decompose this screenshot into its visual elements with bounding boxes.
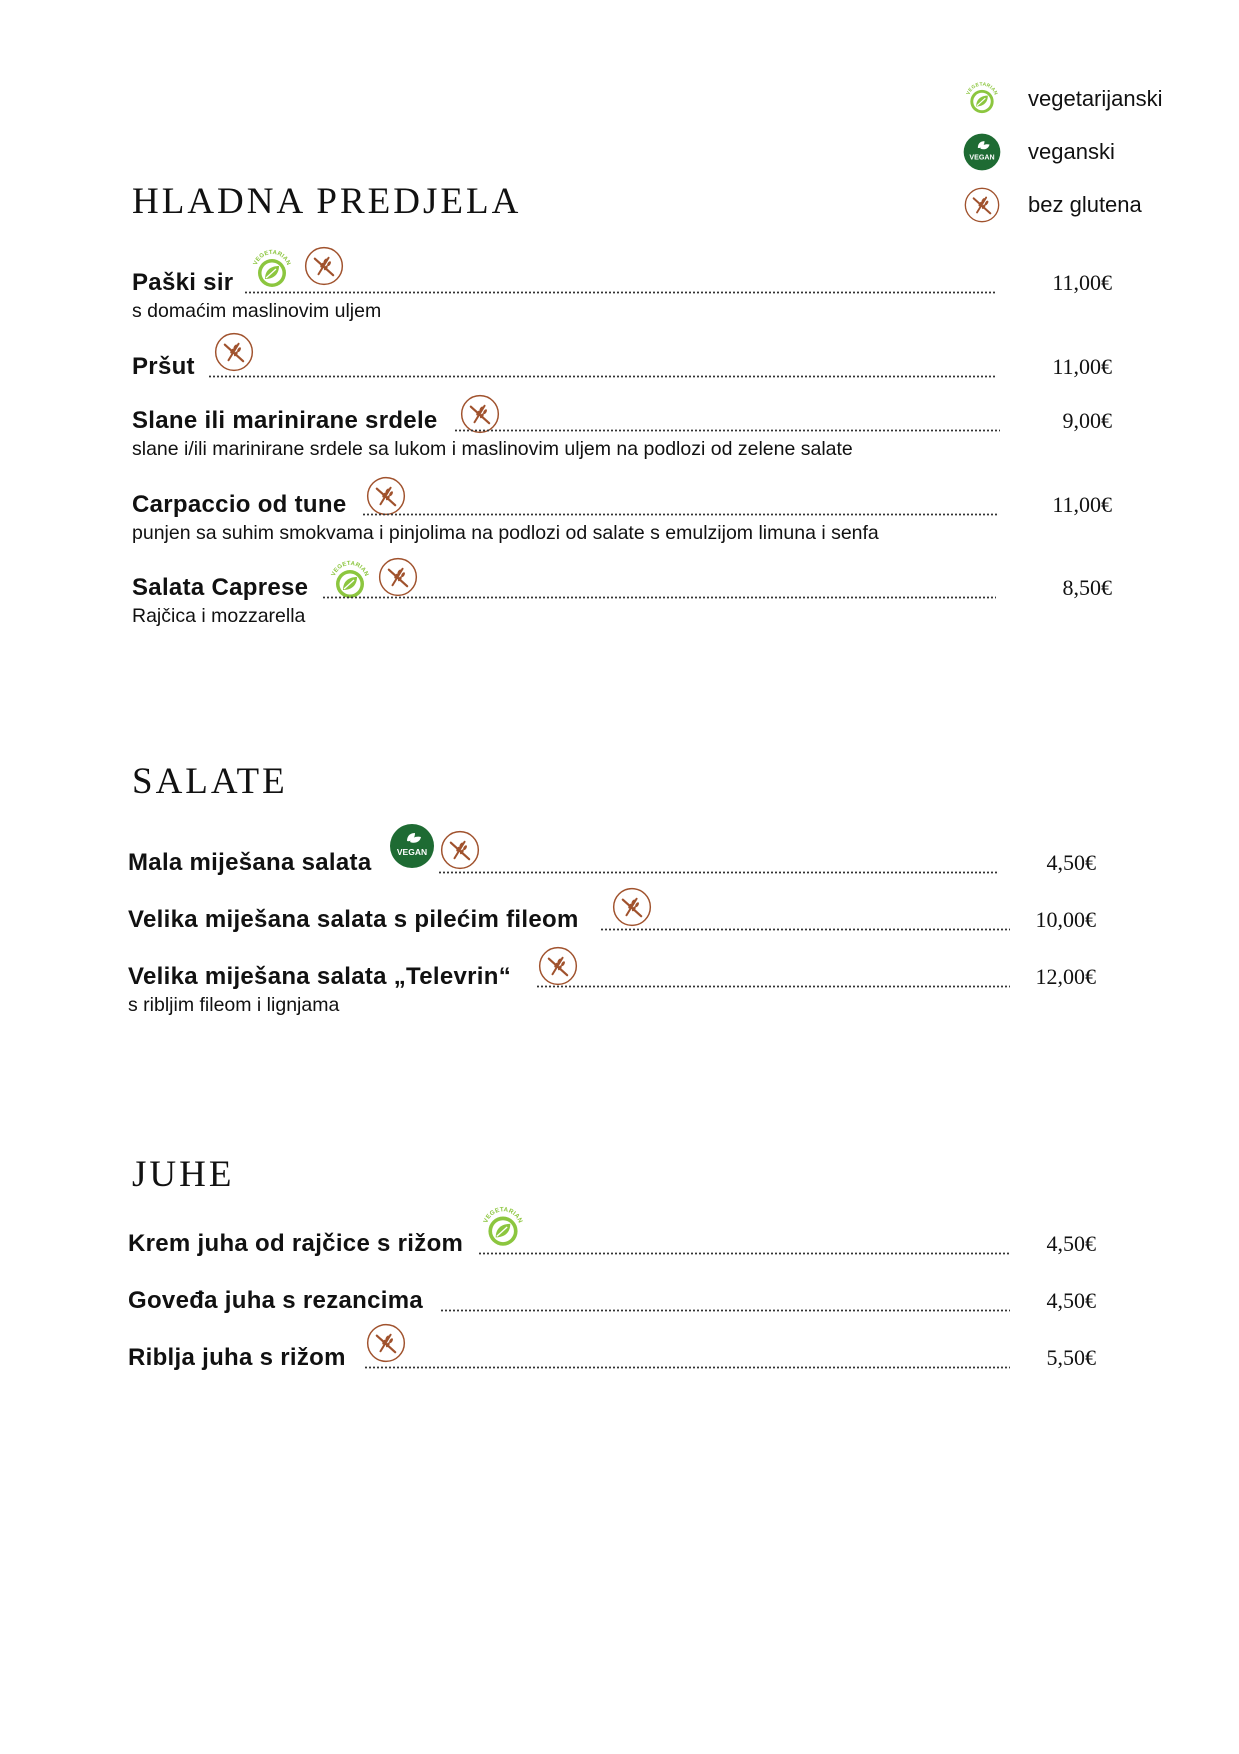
- item-name: Velika miješana salata s pilećim fileom: [128, 906, 579, 933]
- gluten-free-icon: [364, 474, 408, 518]
- item-name: Mala miješana salata: [128, 849, 372, 876]
- item-name: Salata Caprese: [132, 574, 309, 601]
- vegan-icon: [388, 822, 436, 870]
- item-price: 11,00€: [1052, 354, 1112, 379]
- legend-row-vegetarian: [962, 72, 1163, 125]
- gluten-free-icon: [536, 944, 580, 988]
- vegetarian-icon: [962, 79, 1002, 119]
- item-price: 5,50€: [1046, 1345, 1096, 1370]
- gluten-free-icon: [438, 828, 482, 872]
- dot-leader: [454, 429, 1000, 432]
- item-name: Carpaccio od tune: [132, 491, 347, 518]
- item-description: slane i/ili marinirane srdele sa lukom i maslinovim uljem na podlozi od zelene salate: [132, 438, 853, 460]
- vegetarian-icon: [478, 1203, 528, 1253]
- gluten-free-icon: [364, 1321, 408, 1365]
- section-title: SALATE: [132, 761, 288, 802]
- item-name: Riblja juha s rižom: [128, 1344, 346, 1371]
- item-name: Velika miješana salata „Televrin“: [128, 963, 512, 990]
- dot-leader: [322, 596, 996, 599]
- gluten-free-icon: [212, 330, 256, 374]
- item-price: 9,00€: [1062, 408, 1112, 433]
- diet-legend: [962, 72, 1163, 231]
- item-price: 10,00€: [1035, 907, 1096, 932]
- item-price: 4,50€: [1046, 1288, 1096, 1313]
- dot-leader: [362, 513, 998, 516]
- gluten-free-icon: [302, 244, 346, 288]
- dot-leader: [600, 928, 1010, 931]
- dot-leader: [536, 985, 1010, 988]
- item-name: Slane ili marinirane srdele: [132, 407, 438, 434]
- gluten-free-icon: [962, 185, 1002, 225]
- item-name: Pršut: [132, 353, 195, 380]
- dot-leader: [438, 871, 998, 874]
- item-name: Goveđa juha s rezancima: [128, 1287, 424, 1314]
- gluten-free-icon: [610, 885, 654, 929]
- legend-row-vegan: [962, 125, 1163, 178]
- legend-label-vegan: veganski: [1028, 138, 1115, 164]
- dot-leader: [478, 1252, 1010, 1255]
- vegan-icon: [962, 132, 1002, 172]
- item-name: Paški sir: [132, 269, 234, 296]
- dot-leader: [440, 1309, 1010, 1312]
- item-price: 4,50€: [1046, 1231, 1096, 1256]
- item-name: Krem juha od rajčice s rižom: [128, 1230, 464, 1257]
- item-description: s domaćim maslinovim uljem: [132, 300, 382, 322]
- item-price: 8,50€: [1062, 575, 1112, 600]
- gluten-free-icon: [376, 555, 420, 599]
- dot-leader: [208, 375, 996, 378]
- section-title: HLADNA PREDJELA: [132, 181, 522, 222]
- vegetarian-icon: [248, 246, 296, 294]
- item-price: 12,00€: [1035, 964, 1096, 989]
- item-price: 11,00€: [1052, 492, 1112, 517]
- item-description: punjen sa suhim smokvama i pinjolima na podlozi od salate s emulzijom limuna i senfa: [132, 522, 879, 544]
- dot-leader: [244, 291, 996, 294]
- item-price: 11,00€: [1052, 270, 1112, 295]
- section-title: JUHE: [132, 1154, 235, 1195]
- legend-label-gluten-free: bez glutena: [1028, 191, 1142, 217]
- item-price: 4,50€: [1046, 850, 1096, 875]
- legend-label-vegetarian: vegetarijanski: [1028, 85, 1163, 111]
- item-description: s ribljim fileom i lignjama: [128, 994, 340, 1016]
- dot-leader: [364, 1366, 1010, 1369]
- legend-row-gluten-free: [962, 178, 1163, 231]
- item-description: Rajčica i mozzarella: [132, 605, 306, 627]
